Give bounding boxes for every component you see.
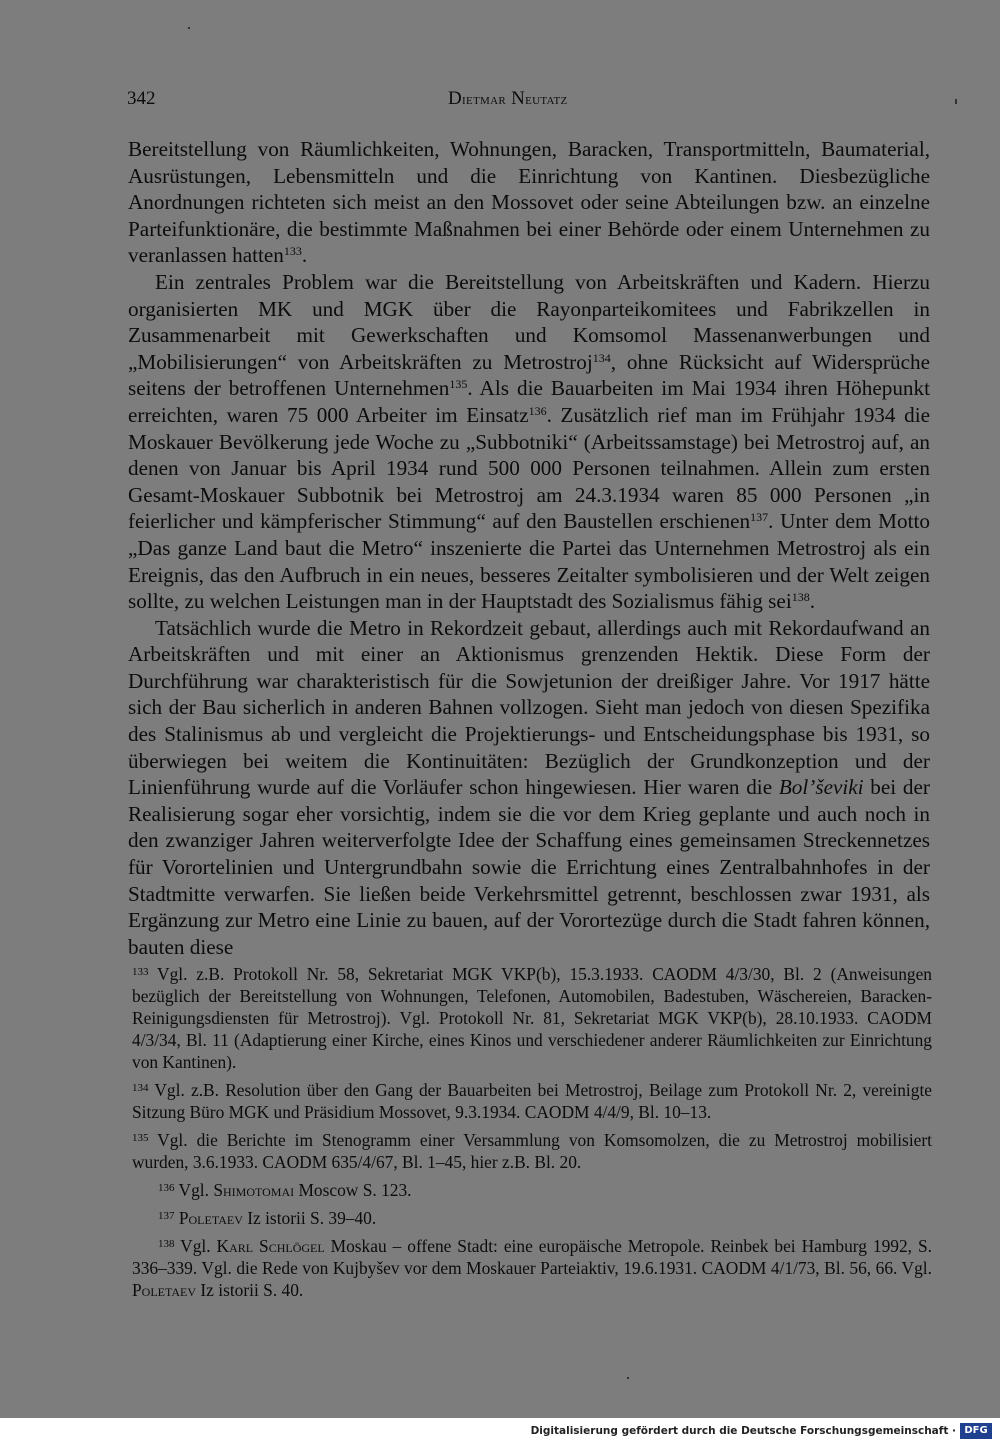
paragraph-3-italic: Bol’ševiki bbox=[778, 775, 864, 800]
footnote-ref-134[interactable]: 134 bbox=[592, 350, 611, 365]
page-number: 342 bbox=[127, 88, 156, 109]
paragraph-1-end: . bbox=[301, 243, 308, 268]
running-head-author bbox=[448, 88, 568, 110]
dfg-credit: Digitalisierung gefördert durch die Deutsche Forschungsgemeinschaft · bbox=[530, 1425, 956, 1437]
body-text bbox=[128, 136, 930, 960]
footnote-post: Iz istorii S. 40. bbox=[196, 1280, 304, 1300]
paragraph-2-s2: , ohne Rücksicht auf Widersprüche seitens der betroffenen Unternehmen bbox=[128, 349, 930, 401]
paragraph-1-text: Bereitstellung von Räumlichkeiten, Wohnungen, Baracken, Transportmitteln, Baumaterial, Ausrüstungen, Lebensmitteln und die Einrichtung von Kantinen. Diesbezügliche Anordnungen richteten sich meist an den Mossovet oder seine Abteilungen bzw. an einzelne Parteifunktionäre, die bestimmte Maßnahmen bei einer Behörde oder einem Unternehmen zu veranlassen hatten bbox=[128, 137, 930, 268]
footnote-number: 133 bbox=[132, 966, 149, 978]
footnote-author: Poletaev bbox=[174, 1208, 243, 1228]
footnote-138 bbox=[132, 1235, 932, 1301]
footnote-137 bbox=[132, 1207, 932, 1229]
dfg-logo: DFG bbox=[960, 1423, 992, 1439]
scan-speck bbox=[188, 27, 190, 29]
paragraph-3-s2: bei der Realisierung sogar eher vorsichtig, indem sie die vor dem Krieg geplante und auch noch in den zwanziger Jahren weiterverfolgte Idee der Schaffung eines gemeinsamen Streckennetzes für Vorortelinien und Untergrundbahn sowie die Errichtung eines Zentralbahnhofes in der Stadtmitte verwarfen. Sie ließen beide Verkehrsmittel getrennt, beschlossen zwar 1931, als Ergänzung zur Metro eine Linie zu bauen, auf der Vorortezüge durch die Stadt fahren können, bauten diese bbox=[128, 775, 930, 959]
footnote-number: 134 bbox=[132, 1082, 149, 1094]
footnote-pre: Vgl. bbox=[174, 1180, 214, 1200]
digitization-footer bbox=[0, 1418, 1000, 1445]
scan-speck bbox=[955, 99, 957, 104]
paragraph-2 bbox=[128, 269, 930, 615]
footnote-text: Vgl. z.B. Protokoll Nr. 58, Sekretariat MGK VKP(b), 15.3.1933. CAODM 4/3/30, Bl. 2 (Anweisungen bezüglich der Bereitstellung von Wohnungen, Telefonen, Automobilen, Badestuben, Wäschereien, Baracken-Reinigungsdiensten für Metrostroj). Vgl. Protokoll Nr. 81, Sekretariat MGK VKP(b), 28.10.1933. CAODM 4/3/34, Bl. 11 (Adaptierung einer Kirche, eines Kinos und verschiedener anderer Räumlichkeiten zur Einrichtung von Kantinen). bbox=[132, 964, 932, 1072]
footnote-post: Iz istorii S. 39–40. bbox=[242, 1208, 377, 1228]
footnotes bbox=[132, 963, 932, 1307]
author-first-initial: D bbox=[448, 88, 463, 109]
author-first-rest: ietmar bbox=[462, 92, 506, 108]
author-last-rest: eutatz bbox=[525, 92, 568, 108]
footnote-ref-135[interactable]: 135 bbox=[449, 377, 468, 392]
footnote-number: 138 bbox=[158, 1238, 175, 1250]
footnote-ref-137[interactable]: 137 bbox=[750, 510, 769, 525]
footnote-text: Vgl. z.B. Resolution über den Gang der Bauarbeiten bei Metrostroj, Beilage zum Protokoll Nr. 2, vereinigte Sitzung Büro MGK und Präsidium Mossovet, 9.3.1934. CAODM 4/4/9, Bl. 10–13. bbox=[132, 1080, 932, 1122]
footnote-post: Moscow S. 123. bbox=[294, 1180, 412, 1200]
paragraph-3-s1: Tatsächlich wurde die Metro in Rekordzeit gebaut, allerdings auch mit Rekordaufwand an Arbeitskräften und mit einer an Aktionismus grenzenden Hektik. Diese Form der Durchführung war charakteristisch für die Sowjetunion der dreißiger Jahre. Vor 1917 hätte sich der Bau sicherlich in anderen Bahnen vollzogen. Sieht man jedoch von diesen Spezifika des Stalinismus ab und vergleicht die Projektierungs- und Entscheidungsphase bis 1931, so überwiegen bei weitem die Kontinuitäten: Bezüglich der Grundkonzeption und der Linienführung wurde auf die Vorläufer schon hingewiesen. Hier waren die bbox=[128, 615, 930, 800]
paragraph-1 bbox=[128, 136, 930, 269]
paragraph-2-s4: . Zusätzlich rief man im Frühjahr 1934 die Moskauer Bevölkerung jede Woche zu „Subbotniki“ (Arbeitssamstage) bei Metrostroj auf, an denen von Januar bis April 1934 rund 500 000 Personen teilnahmen. Allein zum ersten Gesamt-Moskauer Subbotnik bei Metrostroj am 24.3.1934 waren 85 000 Personen „in feierlicher und kämpferischer Stimmung“ auf den Baustellen erschienen bbox=[128, 402, 930, 534]
footnote-number: 137 bbox=[158, 1210, 175, 1222]
paragraph-3 bbox=[128, 615, 930, 961]
footnote-133 bbox=[132, 963, 932, 1073]
footnote-number: 135 bbox=[132, 1132, 149, 1144]
footnote-pre: Vgl. bbox=[174, 1236, 217, 1256]
footnote-text: Vgl. die Berichte im Stenogramm einer Versammlung von Komsomolzen, die zu Metrostroj mobilisiert wurden, 3.6.1933. CAODM 635/4/67, Bl. 1–45, hier z.B. Bl. 20. bbox=[132, 1130, 932, 1172]
paragraph-2-s6: . bbox=[809, 589, 816, 614]
footnote-author: Karl Schlögel bbox=[216, 1236, 325, 1256]
paragraph-2-s1: Ein zentrales Problem war die Bereitstellung von Arbeitskräften und Kadern. Hierzu organisierten MK und MGK über die Rayonparteikomitees und Fabrikzellen in Zusammenarbeit mit Gewerkschaften und Komsomol Massenanwerbungen und „Mobilisierungen“ von Arbeitskräften zu Metrostroj bbox=[128, 269, 930, 374]
footnote-number: 136 bbox=[158, 1182, 175, 1194]
footnote-135 bbox=[132, 1129, 932, 1173]
footnote-ref-136[interactable]: 136 bbox=[528, 403, 547, 418]
footnote-136 bbox=[132, 1179, 932, 1201]
footnote-ref-138[interactable]: 138 bbox=[791, 590, 810, 605]
author-last-initial: N bbox=[511, 88, 526, 109]
footnote-author-2: Poletaev bbox=[132, 1280, 197, 1300]
paragraph-2-s3: . Als die Bauarbeiten im Mai 1934 ihren Höhepunkt erreichten, waren 75 000 Arbeiter im Einsatz bbox=[128, 376, 930, 427]
scan-speck bbox=[627, 1377, 629, 1379]
footnote-mid: Moskau – offene Stadt: eine europäische Metropole. Reinbek bei Hamburg 1992, S. 336–339. Vgl. die Rede von Kujbyšev vor dem Moskauer Parteiaktiv, 19.6.1931. CAODM 4/1/73, Bl. 56, 66. Vgl. bbox=[132, 1236, 932, 1278]
paragraph-2-s5: . Unter dem Motto „Das ganze Land baut die Metro“ inszenierte die Partei das Unternehmen Metrostroj als ein Ereignis, das den Aufbruch in ein neues, besseres Zeitalter symbolisieren und der Welt zeigen sollte, zu welchen Leistungen man in der Hauptstadt des Sozialismus fähig sei bbox=[128, 509, 930, 614]
footnote-134 bbox=[132, 1079, 932, 1123]
footnote-ref-133[interactable]: 133 bbox=[283, 244, 302, 259]
footnote-author: Shimotomai bbox=[213, 1180, 295, 1200]
